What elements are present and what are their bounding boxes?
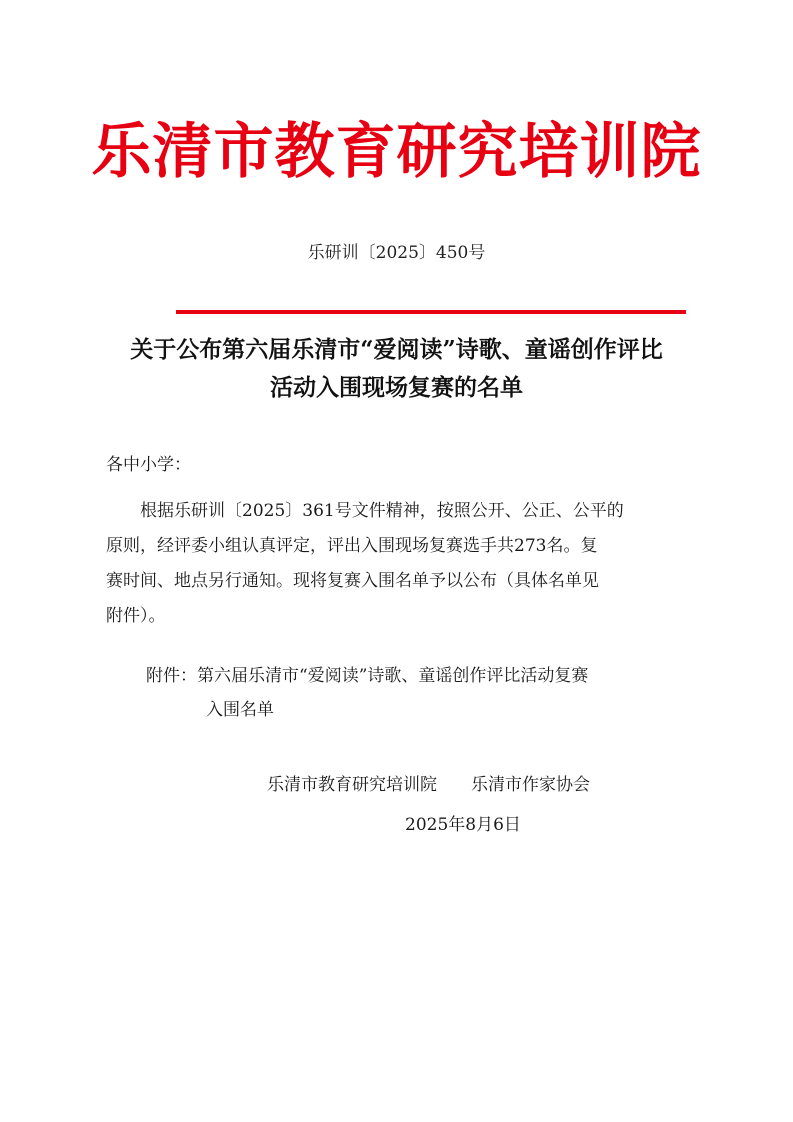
signature-org-1: 乐清市教育研究培训院: [267, 775, 437, 795]
attachment-note: [146, 659, 588, 727]
red-divider-line: [176, 310, 686, 314]
attachment-line-2: 入围名单: [206, 700, 274, 720]
document-title-line-1: 关于公布第六届乐清市“爱阅读”诗歌、童谣创作评比: [130, 336, 663, 363]
salutation: 各中小学：: [106, 455, 191, 475]
document-title-line-2: 活动入围现场复赛的名单: [270, 374, 523, 401]
issuer-letterhead-title: 乐清市教育研究培训院: [91, 117, 702, 187]
body-line-3: 赛时间、地点另行通知。现将复赛入围名单予以公布（具体名单见: [106, 571, 599, 591]
body-line-2: 原则，经评委小组认真评定，评出入围现场复赛选手共273名。复: [106, 536, 598, 556]
signature-date: 2025年8月6日: [405, 815, 521, 835]
body-line-1: 根据乐研训〔2025〕361号文件精神，按照公开、公正、公平的: [106, 501, 624, 521]
body-line-4: 附件）。: [106, 606, 166, 626]
signature-organizations: [267, 772, 590, 798]
body-paragraph: [106, 494, 690, 634]
attachment-line-1: 附件：第六届乐清市“爱阅读”诗歌、童谣创作评比活动复赛: [146, 666, 589, 686]
signature-org-2: 乐清市作家协会: [471, 775, 590, 795]
document-number: 乐研训〔2025〕450号: [307, 243, 486, 263]
document-title: [90, 331, 703, 407]
